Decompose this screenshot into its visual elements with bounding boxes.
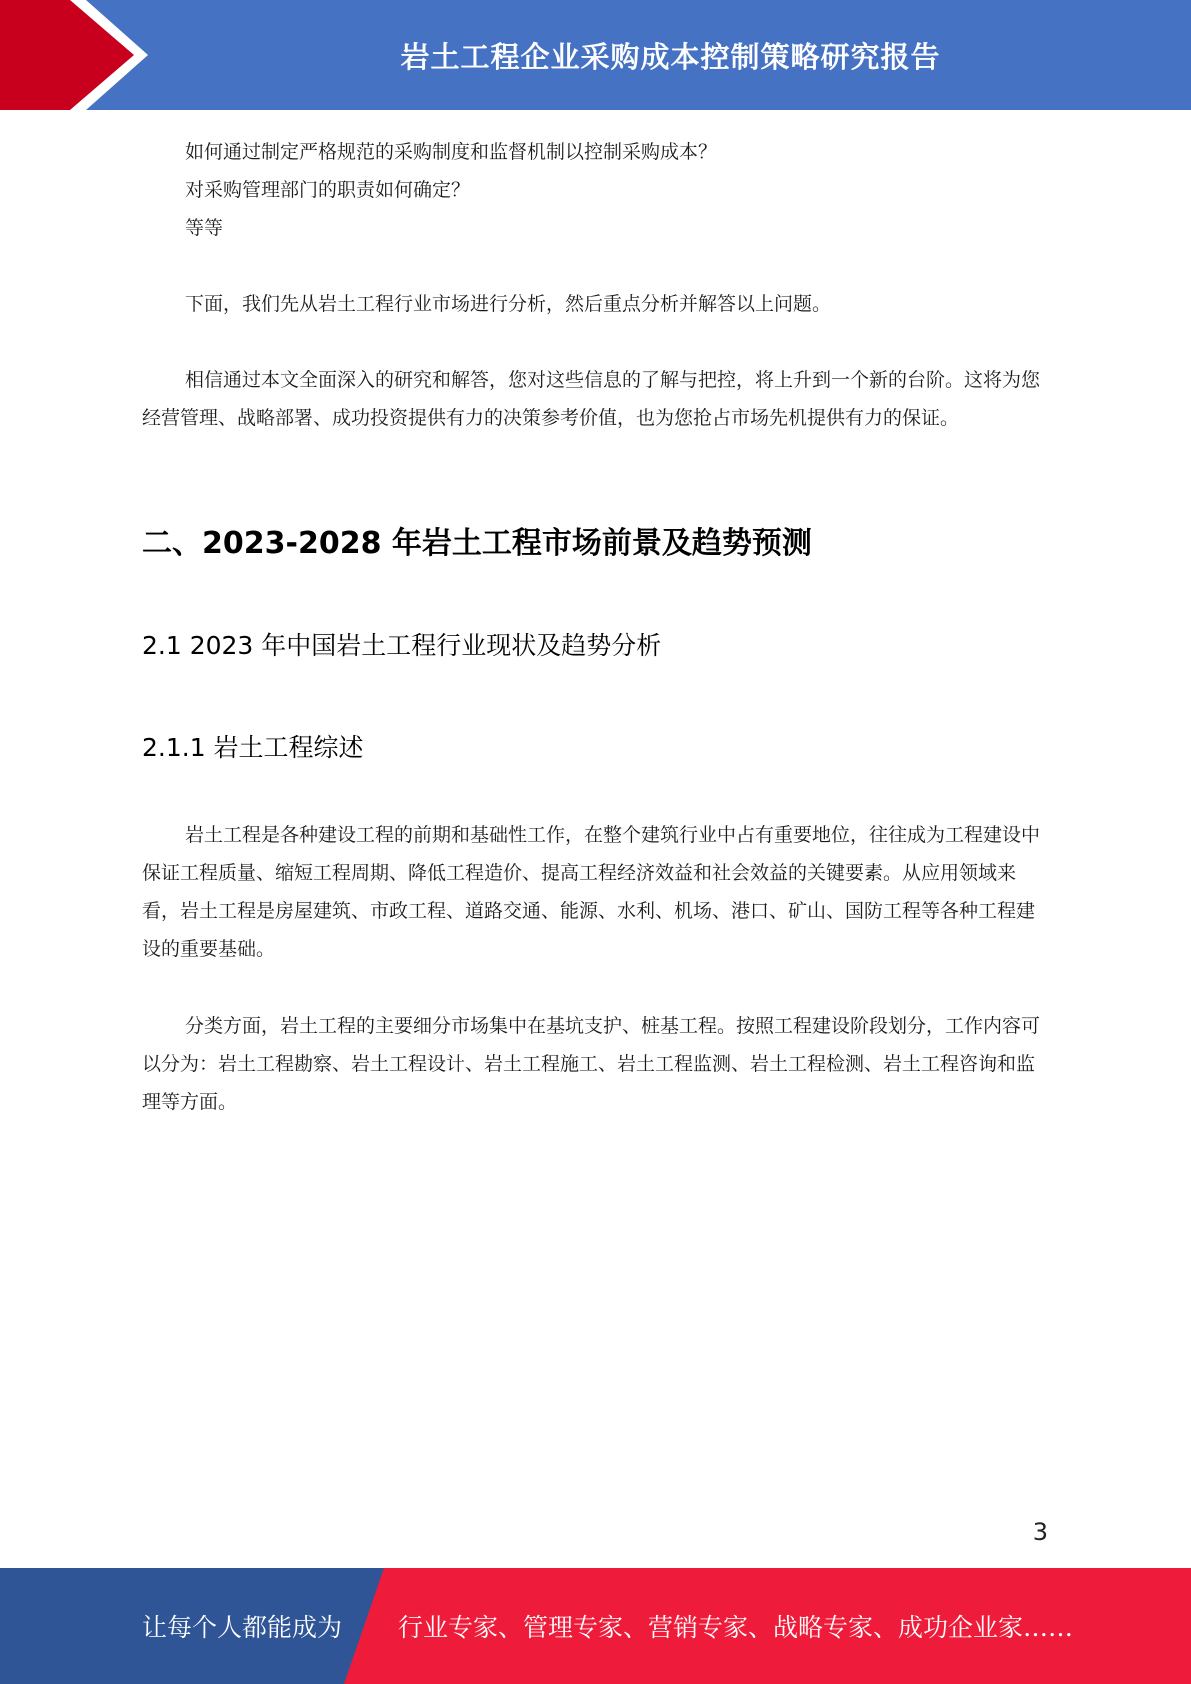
page-header (0, 0, 1191, 110)
footer-slogan-left: 让每个人都能成为 (142, 1613, 343, 1642)
page-footer (0, 1568, 1191, 1684)
question-etc: 等等 (185, 217, 224, 239)
report-title: 岩土工程企业采购成本控制策略研究报告 (400, 39, 941, 74)
footer-slogan-right: 行业专家、管理专家、营销专家、战略专家、成功企业家…… (398, 1613, 1074, 1642)
header-arrow-decoration (0, 0, 160, 110)
intro-paragraph-1: 下面，我们先从岩土工程行业市场进行分析，然后重点分析并解答以上问题。 (185, 293, 832, 315)
body-paragraph-2: 分类方面，岩土工程的主要细分市场集中在基坑支护、桩基工程。按照工程建设阶段划分，工作内容可以分为：岩土工程勘察、岩土工程设计、岩土工程施工、岩土工程监测、岩土工程检测、岩土工程咨询和监理等方面。 (142, 1015, 1041, 1113)
subsection-heading-2-1-1: 2.1.1 岩土工程综述 (142, 733, 364, 762)
question-1: 如何通过制定严格规范的采购制度和监督机制以控制采购成本？ (185, 141, 718, 163)
page-number: 3 (1032, 1518, 1048, 1546)
section-heading: 二、2023-2028 年岩土工程市场前景及趋势预测 (142, 526, 812, 561)
subsection-heading-2-1: 2.1 2023 年中国岩土工程行业现状及趋势分析 (142, 631, 662, 660)
body-paragraph-1: 岩土工程是各种建设工程的前期和基础性工作，在整个建筑行业中占有重要地位，往往成为工程建设中保证工程质量、缩短工程周期、降低工程造价、提高工程经济效益和社会效益的关键要素。从应用领域来看，岩土工程是房屋建筑、市政工程、道路交通、能源、水利、机场、港口、矿山、国防工程等各种工程建设的重要基础。 (142, 824, 1041, 960)
intro-paragraph-2: 相信通过本文全面深入的研究和解答，您对这些信息的了解与把控，将上升到一个新的台阶。这将为您经营管理、战略部署、成功投资提供有力的决策参考价值，也为您抢占市场先机提供有力的保证。 (142, 369, 1041, 429)
question-2: 对采购管理部门的职责如何确定？ (185, 179, 471, 201)
